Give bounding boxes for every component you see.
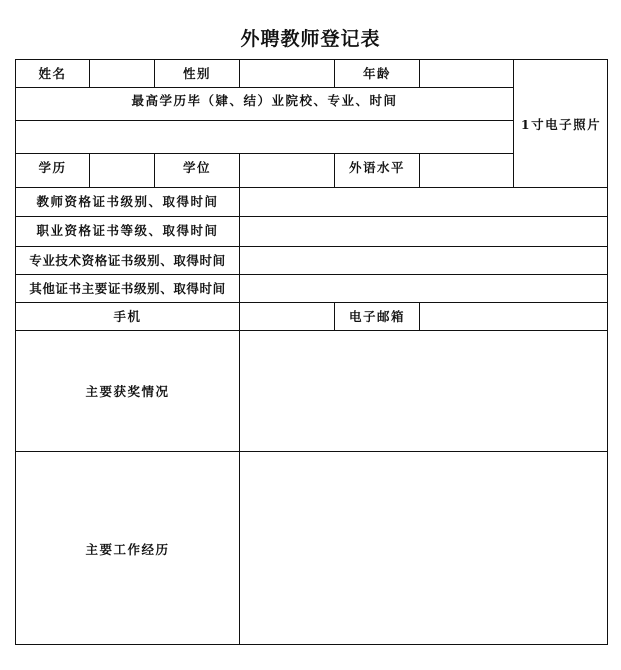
- work-history-field[interactable]: [239, 451, 608, 645]
- vocational-cert-input[interactable]: [242, 219, 606, 244]
- language-label: 外语水平: [334, 153, 419, 187]
- phone-field[interactable]: [239, 302, 334, 330]
- name-label: 姓名: [15, 59, 89, 87]
- awards-field[interactable]: [239, 330, 608, 451]
- degree-label: 学位: [154, 153, 239, 187]
- graduation-header: 最高学历毕（肄、结）业院校、专业、时间: [15, 87, 513, 120]
- awards-label: 主要获奖情况: [15, 330, 239, 451]
- vocational-cert-field[interactable]: [239, 216, 608, 246]
- phone-label: 手机: [15, 302, 239, 330]
- language-field[interactable]: [419, 153, 513, 187]
- phone-input[interactable]: [242, 305, 332, 328]
- form-title: 外聘教师登记表: [240, 28, 381, 50]
- gender-field[interactable]: [239, 59, 334, 87]
- education-field[interactable]: [89, 153, 154, 187]
- name-field[interactable]: [89, 59, 154, 87]
- graduation-field[interactable]: [15, 120, 513, 153]
- email-label: 电子邮箱: [334, 302, 419, 330]
- photo-placeholder[interactable]: 1寸电子照片: [513, 59, 608, 187]
- language-input[interactable]: [422, 156, 511, 185]
- education-input[interactable]: [92, 156, 152, 185]
- other-cert-input[interactable]: [242, 277, 606, 300]
- email-field[interactable]: [419, 302, 608, 330]
- name-input[interactable]: [92, 62, 152, 85]
- other-cert-field[interactable]: [239, 274, 608, 302]
- other-cert-label: 其他证书主要证书级别、取得时间: [15, 274, 239, 302]
- technical-cert-label: 专业技术资格证书级别、取得时间: [15, 246, 239, 274]
- gender-input[interactable]: [242, 62, 332, 85]
- work-history-label: 主要工作经历: [15, 451, 239, 645]
- form-border-bottom: [15, 644, 608, 645]
- awards-textarea[interactable]: [242, 333, 606, 449]
- form-border-right: [607, 59, 608, 645]
- email-input[interactable]: [422, 305, 606, 328]
- degree-input[interactable]: [242, 156, 332, 185]
- age-field[interactable]: [419, 59, 513, 87]
- registration-form: [15, 59, 608, 645]
- education-label: 学历: [15, 153, 89, 187]
- work-history-textarea[interactable]: [242, 454, 606, 643]
- gender-label: 性别: [154, 59, 239, 87]
- technical-cert-input[interactable]: [242, 249, 606, 272]
- age-label: 年龄: [334, 59, 419, 87]
- technical-cert-field[interactable]: [239, 246, 608, 274]
- graduation-input[interactable]: [18, 123, 511, 151]
- teacher-cert-input[interactable]: [242, 190, 606, 214]
- vocational-cert-label: 职业资格证书等级、取得时间: [15, 216, 239, 246]
- degree-field[interactable]: [239, 153, 334, 187]
- age-input[interactable]: [422, 62, 511, 85]
- teacher-cert-label: 教师资格证书级别、取得时间: [15, 187, 239, 216]
- teacher-cert-field[interactable]: [239, 187, 608, 216]
